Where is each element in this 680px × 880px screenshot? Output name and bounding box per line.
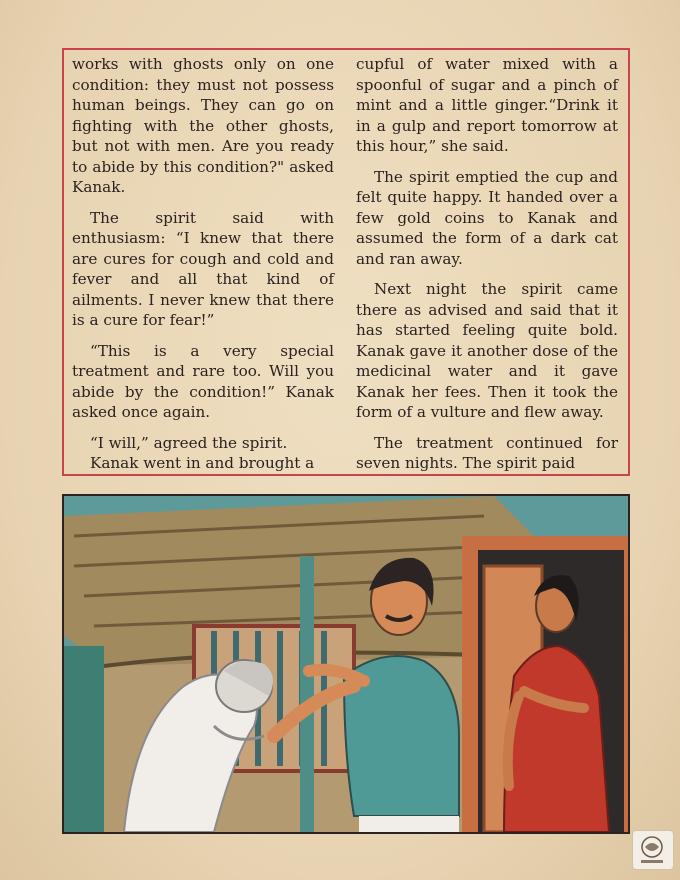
story-text-box [62,48,630,476]
right-paragraph-4: The treatment continued for seven nights. The spirit paid [356,433,618,472]
left-paragraph-1: works with ghosts only on one condition: they must not possess human beings. They can go on fighting with the other ghosts, but not with men. Are you ready to abide by this condition?" asked Kanak. [72,55,334,196]
story-illustration [62,494,630,834]
right-paragraph-2: The spirit emptied the cup and felt quite happy. It handed over a few gold coins to Kanak and assumed the form of a dark cat and ran away. [356,167,618,268]
left-paragraph-4: “I will,” agreed the spirit. [90,433,288,452]
corner-logo-stamp [632,830,674,870]
right-paragraph-3: Next night the spirit came there as advised and said that it has started feeling quite bold. Kanak gave it another dose of the medicinal water and it gave Kanak her fees. Then it took the form of a vulture and flew away. [356,280,618,421]
right-paragraph-1: cupful of water mixed with a spoonful of sugar and a pinch of mint and a little ginger.“Drink it in a gulp and report tomorrow at this hour,” she said. [356,55,618,155]
right-text-column [356,54,618,474]
left-text-column [72,54,334,474]
left-paragraph-5: Kanak went in and brought a [90,454,315,472]
bamboo-pole [300,556,314,832]
left-paragraph-3: “This is a very special treatment and rare too. Will you abide by the condition!” Kanak asked once again. [72,341,334,421]
left-paragraph-2: The spirit said with enthusiasm: “I knew that there are cures for cough and cold and fever and all that kind of ailments. I never knew that there is a cure for fear!” [72,208,334,329]
